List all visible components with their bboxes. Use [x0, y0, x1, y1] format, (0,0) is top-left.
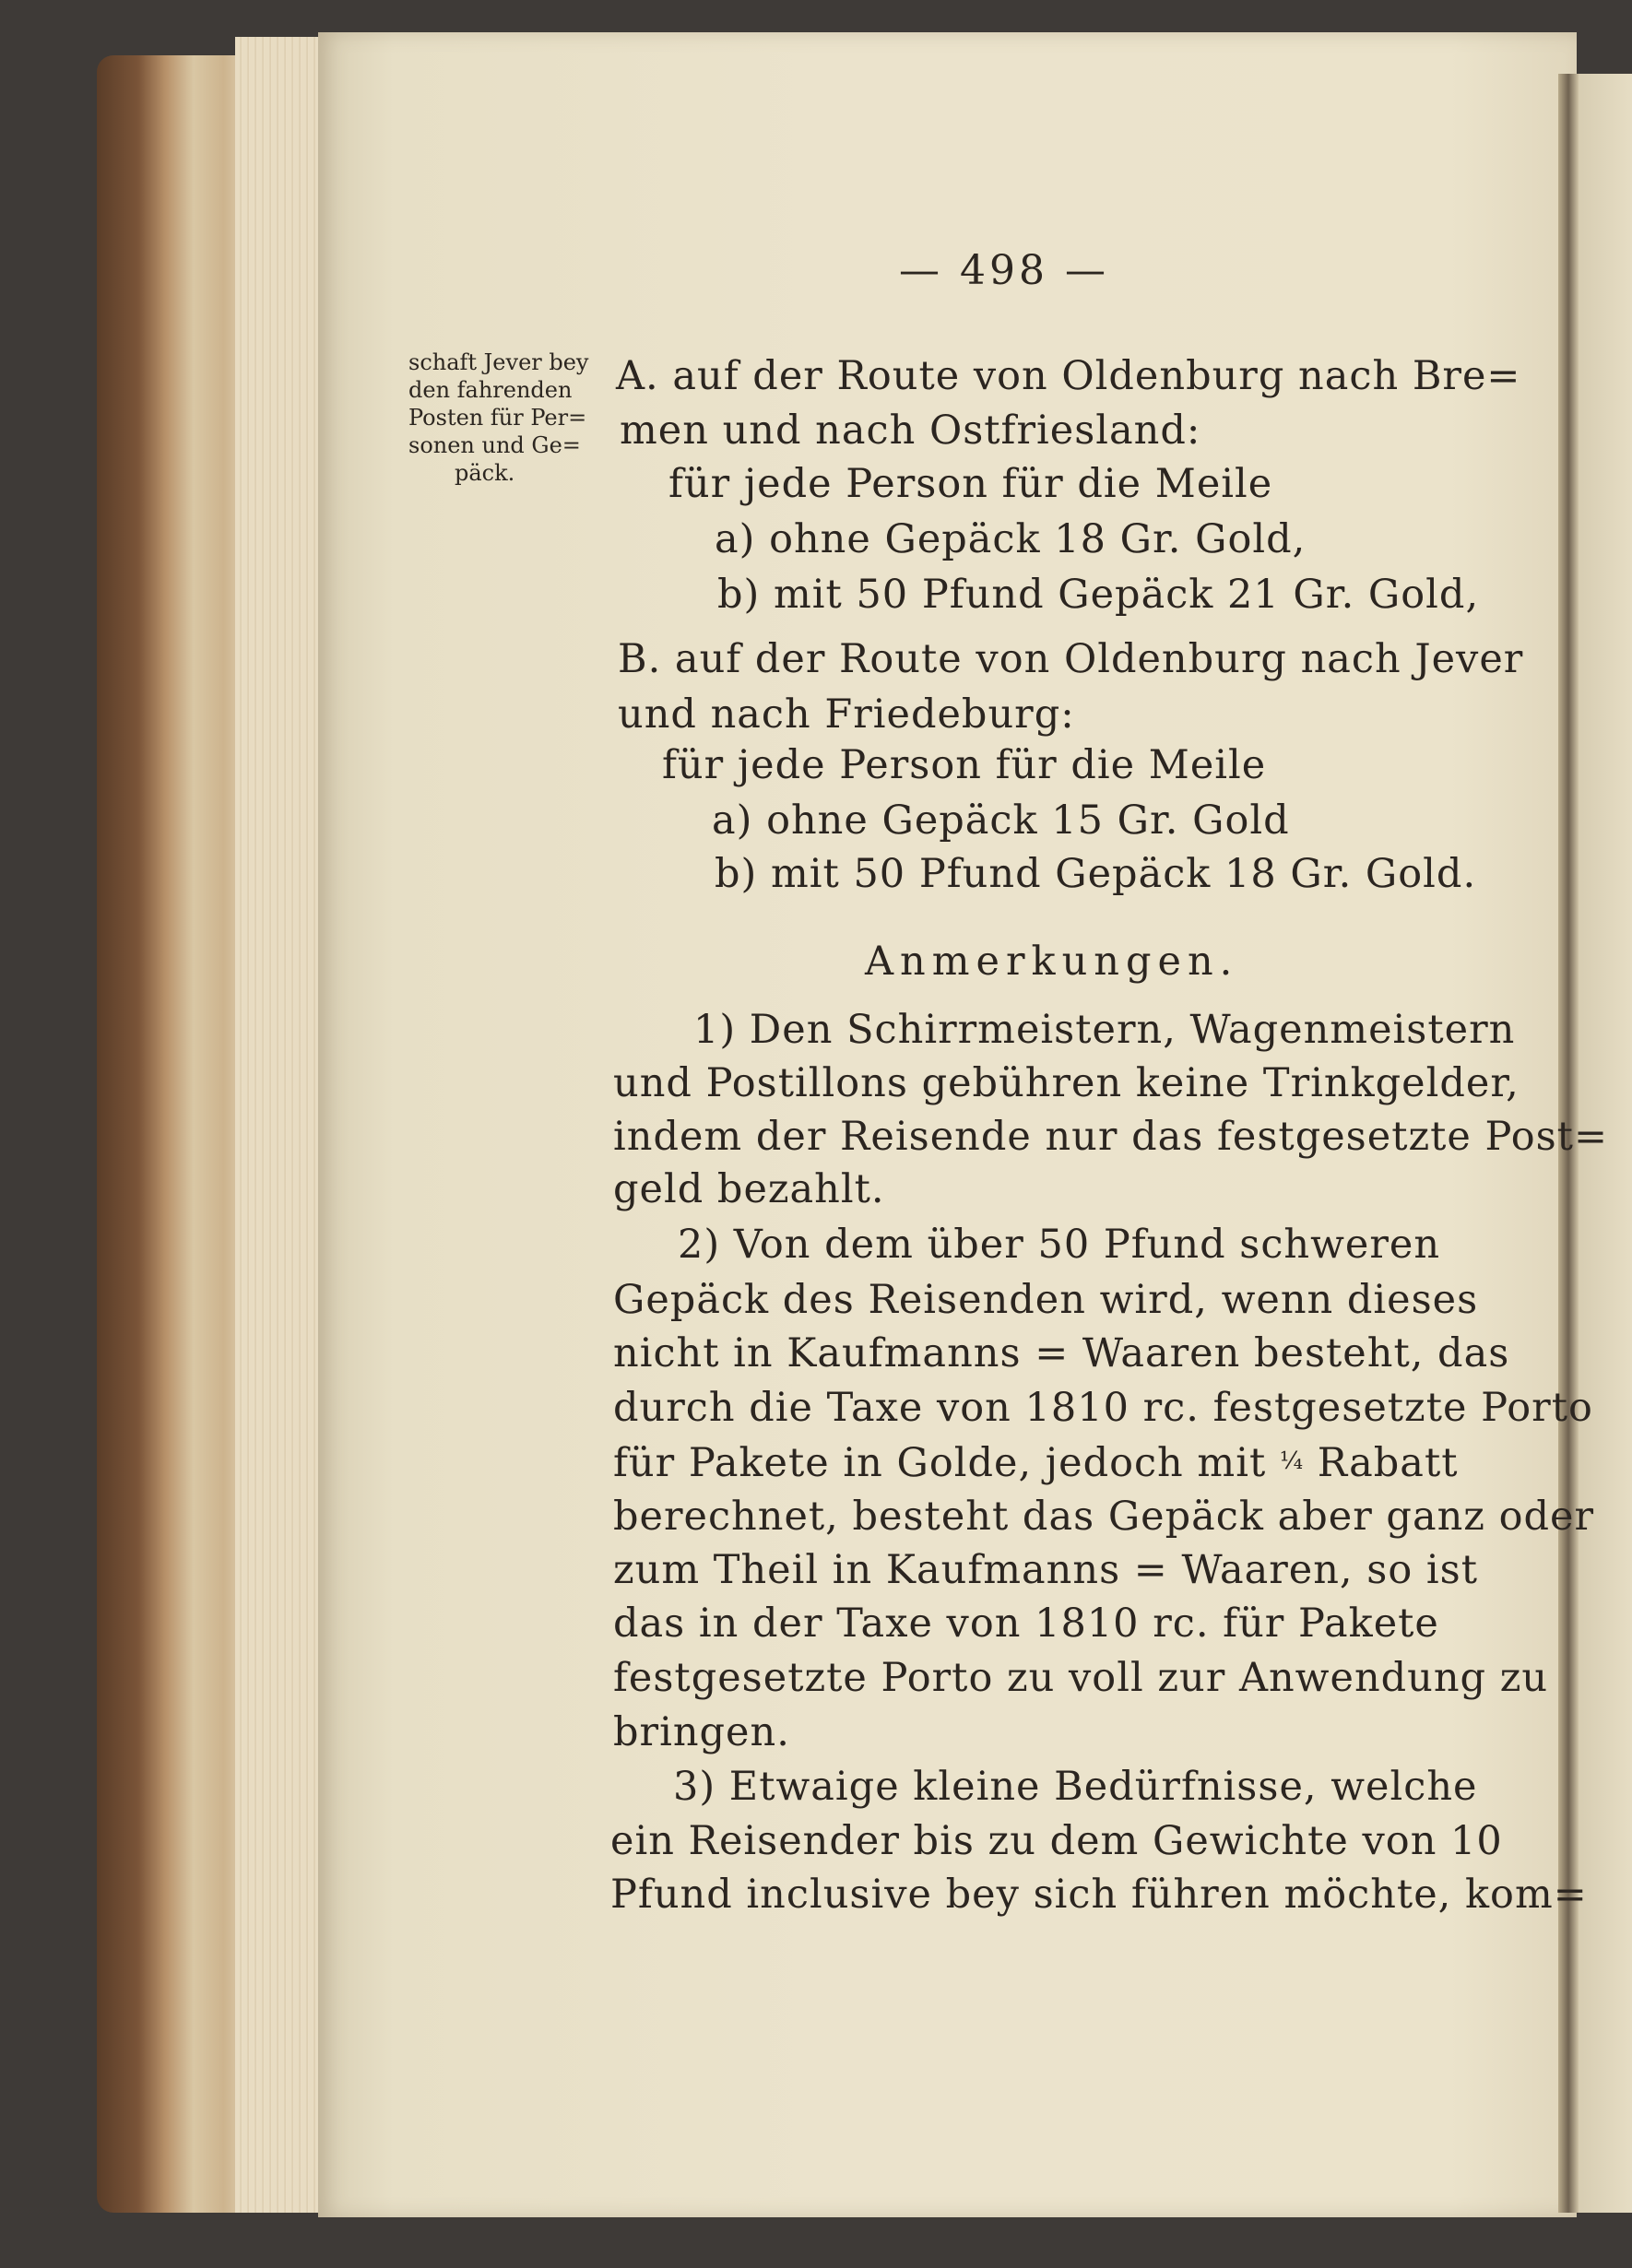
- text-line: A. auf der Route von Oldenburg nach Bre=: [616, 353, 1521, 399]
- text-line: das in der Taxe von 1810 rc. für Pakete: [613, 1601, 1439, 1647]
- text-line: a) ohne Gepäck 15 Gr. Gold: [712, 797, 1290, 844]
- text-line: berechnet, besteht das Gepäck aber ganz oder: [613, 1494, 1595, 1540]
- text-fragment: Rabatt: [1317, 1440, 1459, 1486]
- text-line: ein Reisender bis zu dem Gewichte von 10: [610, 1818, 1503, 1864]
- margin-note-line: Posten für Per=: [408, 405, 587, 431]
- margin-note: [408, 348, 621, 487]
- text-line: Pfund inclusive bey sich führen möchte, kom=: [610, 1872, 1588, 1918]
- text-line: B. auf der Route von Oldenburg nach Jever: [618, 636, 1524, 682]
- text-line: zum Theil in Kaufmanns = Waaren, so ist: [613, 1547, 1478, 1593]
- text-line: für jede Person für die Meile: [668, 461, 1273, 507]
- text-line: b) mit 50 Pfund Gepäck 18 Gr. Gold.: [715, 851, 1477, 897]
- text-line: und Postillons gebühren keine Trinkgelder,: [613, 1060, 1520, 1106]
- text-line: 2) Von dem über 50 Pfund schweren: [678, 1222, 1441, 1268]
- margin-note-line: schaft Jever bey: [408, 349, 589, 375]
- page-number: — 498 —: [899, 247, 1109, 294]
- text-line: und nach Friedeburg:: [618, 691, 1075, 738]
- text-line: durch die Taxe von 1810 rc. festgesetzte Porto: [613, 1385, 1593, 1431]
- text-line: [613, 1440, 1459, 1486]
- text-line: bringen.: [613, 1709, 790, 1755]
- text-line: b) mit 50 Pfund Gepäck 21 Gr. Gold,: [717, 572, 1480, 618]
- margin-note-line: sonen und Ge=: [408, 432, 581, 458]
- fraction: ¼: [1279, 1447, 1305, 1475]
- text-line: 3) Etwaige kleine Bedürfnisse, welche: [673, 1764, 1478, 1810]
- text-line: a) ohne Gepäck 18 Gr. Gold,: [715, 516, 1307, 562]
- margin-note-line: den fahrenden: [408, 377, 573, 403]
- text-line: Gepäck des Reisenden wird, wenn dieses: [613, 1277, 1479, 1323]
- text-line: men und nach Ostfriesland:: [620, 408, 1201, 454]
- text-line: für jede Person für die Meile: [662, 742, 1267, 788]
- margin-note-line: päck.: [455, 460, 515, 486]
- text-fragment: für Pakete in Golde, jedoch mit: [613, 1440, 1267, 1486]
- text-line: festgesetzte Porto zu voll zur Anwendung zu: [613, 1655, 1549, 1701]
- section-heading: Anmerkungen.: [865, 939, 1239, 985]
- text-line: geld bezahlt.: [613, 1166, 885, 1212]
- text-line: indem der Reisende nur das festgesetzte Post=: [613, 1114, 1608, 1160]
- text-line: 1) Den Schirrmeistern, Wagenmeistern: [693, 1007, 1516, 1053]
- text-line: nicht in Kaufmanns = Waaren besteht, das: [613, 1330, 1510, 1376]
